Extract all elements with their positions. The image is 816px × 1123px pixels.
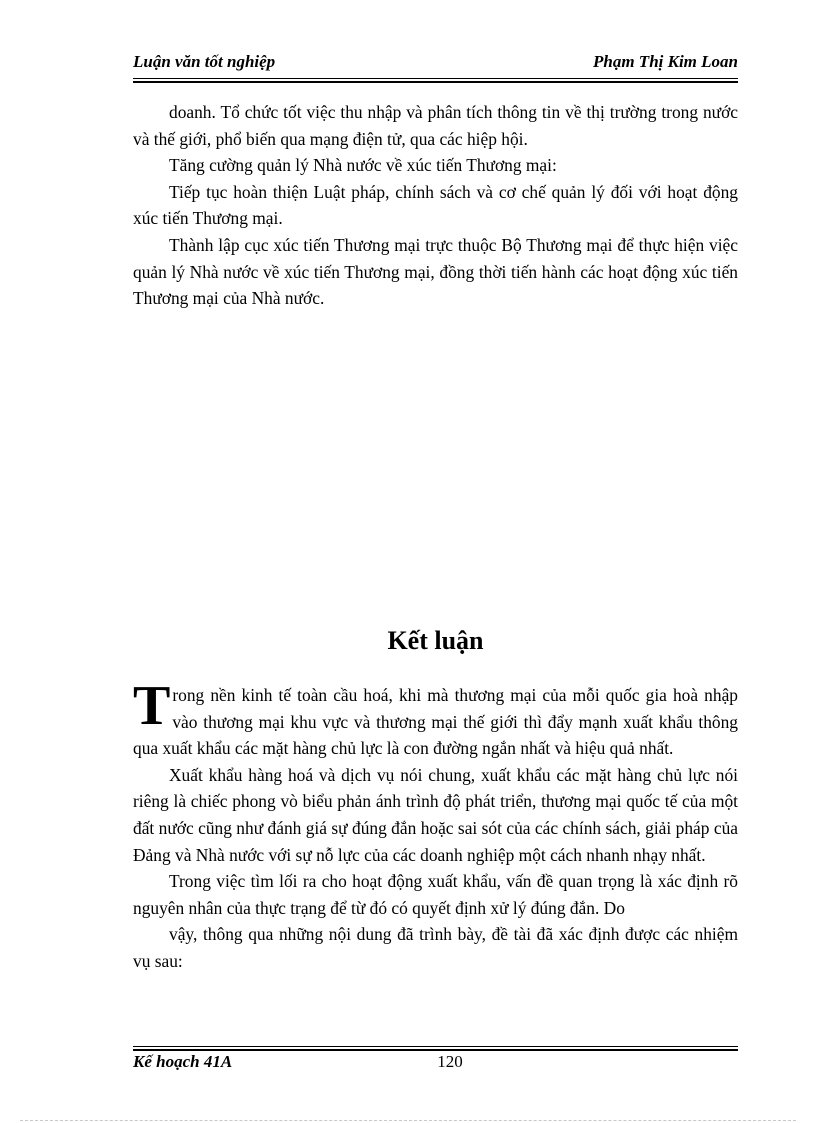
header-rule-thick [133,81,738,83]
section-title: Kết luận [387,626,484,655]
paragraph: vậy, thông qua những nội dung đã trình bày, đề tài đã xác định được các nhiệm vụ sau: [133,924,738,971]
drop-cap: T [133,675,171,737]
page-edge-divider [20,1120,796,1121]
paragraph: Tăng cường quản lý Nhà nước về xúc tiến Thương mại: [169,155,557,176]
intro-text: rong nền kinh tế toàn cầu hoá, khi mà thương mại của mỗi quốc gia hoà nhập vào thương mại khu vực và thương mại thế giới thì đẩy mạnh xuất khẩu thông qua xuất khẩu các mặt hàng chủ lực là con đường ngắn nhất và hiệu quả nhất. [133,685,738,759]
header-thesis-label: Luận văn tốt nghiệp [133,52,276,71]
paragraph: doanh. Tổ chức tốt việc thu nhập và phân tích thông tin về thị trường trong nước và thế giới, phổ biến qua mạng điện tử, qua các hiệp hội. [133,102,738,149]
paragraph: Tiếp tục hoàn thiện Luật pháp, chính sách và cơ chế quản lý đối với hoạt động xúc tiến Thương mại. [133,181,738,229]
paragraph: Trong việc tìm lối ra cho hoạt động xuất khẩu, vấn đề quan trọng là xác định rõ nguyên nhân của thực trạng để từ đó có quyết định xử lý đúng đắn. Do [133,871,738,918]
footer-class-label: Kế hoạch 41A [133,1052,233,1071]
paragraph: Xuất khẩu hàng hoá và dịch vụ nói chung, xuất khẩu các mặt hàng chủ lực nói riêng là chiếc phong vò biểu phản ánh trình độ phát triển, thương mại quốc tế của một đất nước cũng như đánh giá sự đúng đắn hoặc sai sót của các chính sách, giải pháp của Đảng và Nhà nước với sự nỗ lực của các doanh nghiệp một cách nhanh nhạy nhất. [133,764,738,865]
page-number: 120 [437,1052,463,1071]
header-author-name: Phạm Thị Kim Loan [593,52,738,71]
footer-rule-thick [133,1049,738,1051]
conclusion-text-block [133,675,738,975]
paragraph: Thành lập cục xúc tiến Thương mại trực thuộc Bộ Thương mại để thực hiện việc quản lý Nhà nước về xúc tiến Thương mại, đồng thời tiến hành các hoạt động xúc tiến Thương mại của Nhà nước. [133,234,738,309]
intro-paragraph [133,675,738,762]
header-rule [133,78,738,79]
footer-rule [133,1046,738,1047]
upper-text-block [133,99,738,312]
